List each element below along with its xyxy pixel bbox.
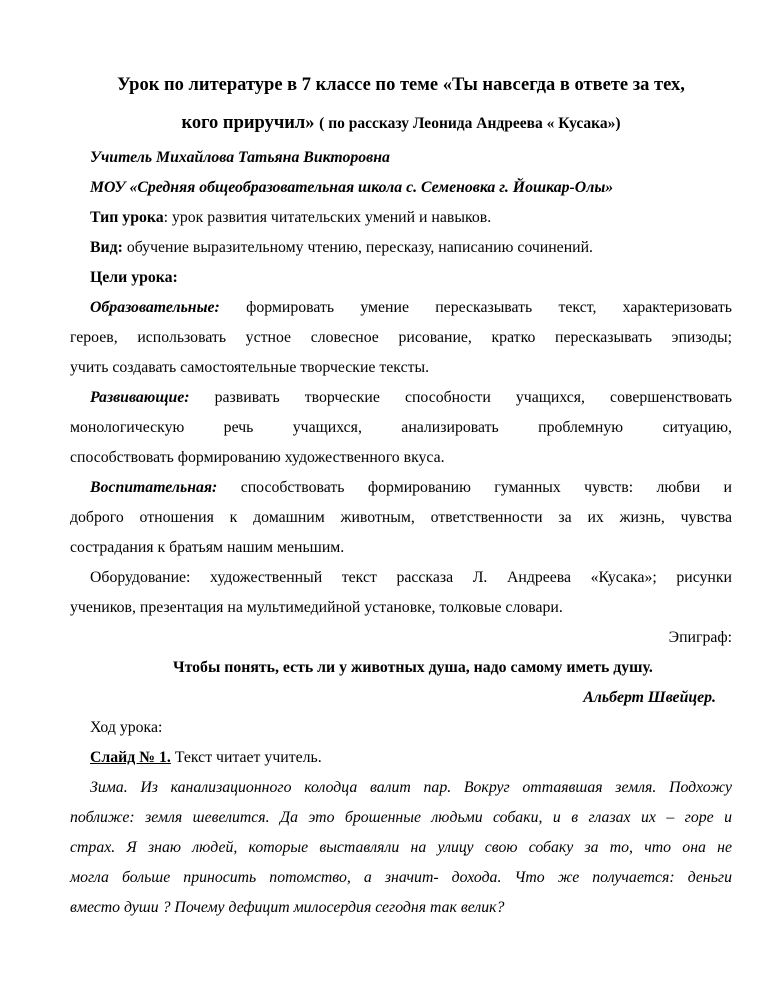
- slide-note: Текст читает учитель.: [170, 749, 322, 766]
- slide-text-line: могла больше приносить потомство, а значит- дохода. Что же получается: деньги: [70, 869, 732, 886]
- epigraph-text: Чтобы понять, есть ли у животных душа, надо самому иметь душу.: [173, 659, 653, 676]
- lesson-course-heading: Ход урока:: [90, 719, 163, 736]
- equipment-line-2: учеников, презентация на мультимедийной установке, толковые словари.: [70, 599, 563, 616]
- document-title: [70, 66, 732, 143]
- title-line-2-main: кого приручил»: [181, 113, 315, 133]
- slide-text: [70, 773, 732, 923]
- upbringing-goal-text-1: способствовать формированию гуманных чувств: любви и: [240, 479, 732, 496]
- epigraph-author: Альберт Швейцер.: [583, 689, 716, 706]
- developing-goal-text-1: развивать творческие способности учащихся, совершенствовать: [214, 389, 732, 406]
- title-line-1: Урок по литературе в 7 классе по теме «Ты навсегда в ответе за тех,: [117, 75, 685, 95]
- upbringing-goal-label: Воспитательная:: [90, 479, 218, 496]
- school-name: МОУ «Средняя общеобразовательная школа с. Семеновка г. Йошкар-Олы»: [90, 179, 614, 196]
- slide-text-line: страх. Я знаю людей, которые выставляли на улицу свою собаку за то, что она не: [70, 839, 732, 856]
- developing-goal-label: Развивающие:: [90, 389, 190, 406]
- lesson-kind-label: Вид:: [90, 239, 123, 256]
- upbringing-goal-line-3: сострадания к братьям нашим меньшим.: [70, 539, 345, 556]
- epigraph-label: Эпиграф:: [668, 629, 732, 646]
- educational-goal-text-1: формировать умение пересказывать текст, характеризовать: [246, 299, 732, 316]
- slide-label: Слайд № 1.: [90, 749, 171, 766]
- document-page: [70, 66, 732, 923]
- educational-goal-line-1: [70, 293, 732, 323]
- goals-heading: Цели урока:: [90, 269, 178, 286]
- lesson-type-value: : урок развития читательских умений и навыков.: [163, 209, 492, 226]
- slide-text-line: Зима. Из канализационного колодца валит пар. Вокруг оттаявшая земля. Подхожу: [90, 779, 732, 796]
- educational-goal-line-2: героев, использовать устное словесное рисование, кратко пересказывать эпизоды;: [70, 329, 732, 346]
- lesson-kind-value: обучение выразительному чтению, пересказу, написанию сочинений.: [122, 239, 594, 256]
- slide-text-line: поближе: земля шевелится. Да это брошенные людьми собаки, и в глазах их – горе и: [70, 809, 732, 826]
- slide-text-line: вместо души ? Почему дефицит милосердия сегодня так велик?: [70, 899, 505, 916]
- teacher-name: Учитель Михайлова Татьяна Викторовна: [90, 149, 390, 166]
- upbringing-goal-line-1: [70, 473, 732, 503]
- developing-goal-line-1: [70, 383, 732, 413]
- lesson-type-label: Тип урока: [90, 209, 164, 226]
- upbringing-goal-line-2: доброго отношения к домашним животным, ответственности за их жизнь, чувства: [70, 509, 732, 526]
- equipment-line-1: Оборудование: художественный текст рассказа Л. Андреева «Кусака»; рисунки: [90, 569, 732, 586]
- developing-goal-line-3: способствовать формированию художественного вкуса.: [70, 449, 445, 466]
- lesson-type: [70, 203, 732, 233]
- developing-goal-line-2: монологическую речь учащихся, анализировать проблемную ситуацию,: [70, 419, 732, 436]
- title-line-2: [70, 104, 732, 143]
- educational-goal-label: Образовательные:: [90, 299, 220, 316]
- educational-goal-line-3: учить создавать самостоятельные творческие тексты.: [70, 359, 430, 376]
- slide-heading: [70, 743, 732, 773]
- title-line-2-sub: ( по рассказу Леонида Андреева « Кусака»): [319, 115, 621, 132]
- lesson-kind: [70, 233, 732, 263]
